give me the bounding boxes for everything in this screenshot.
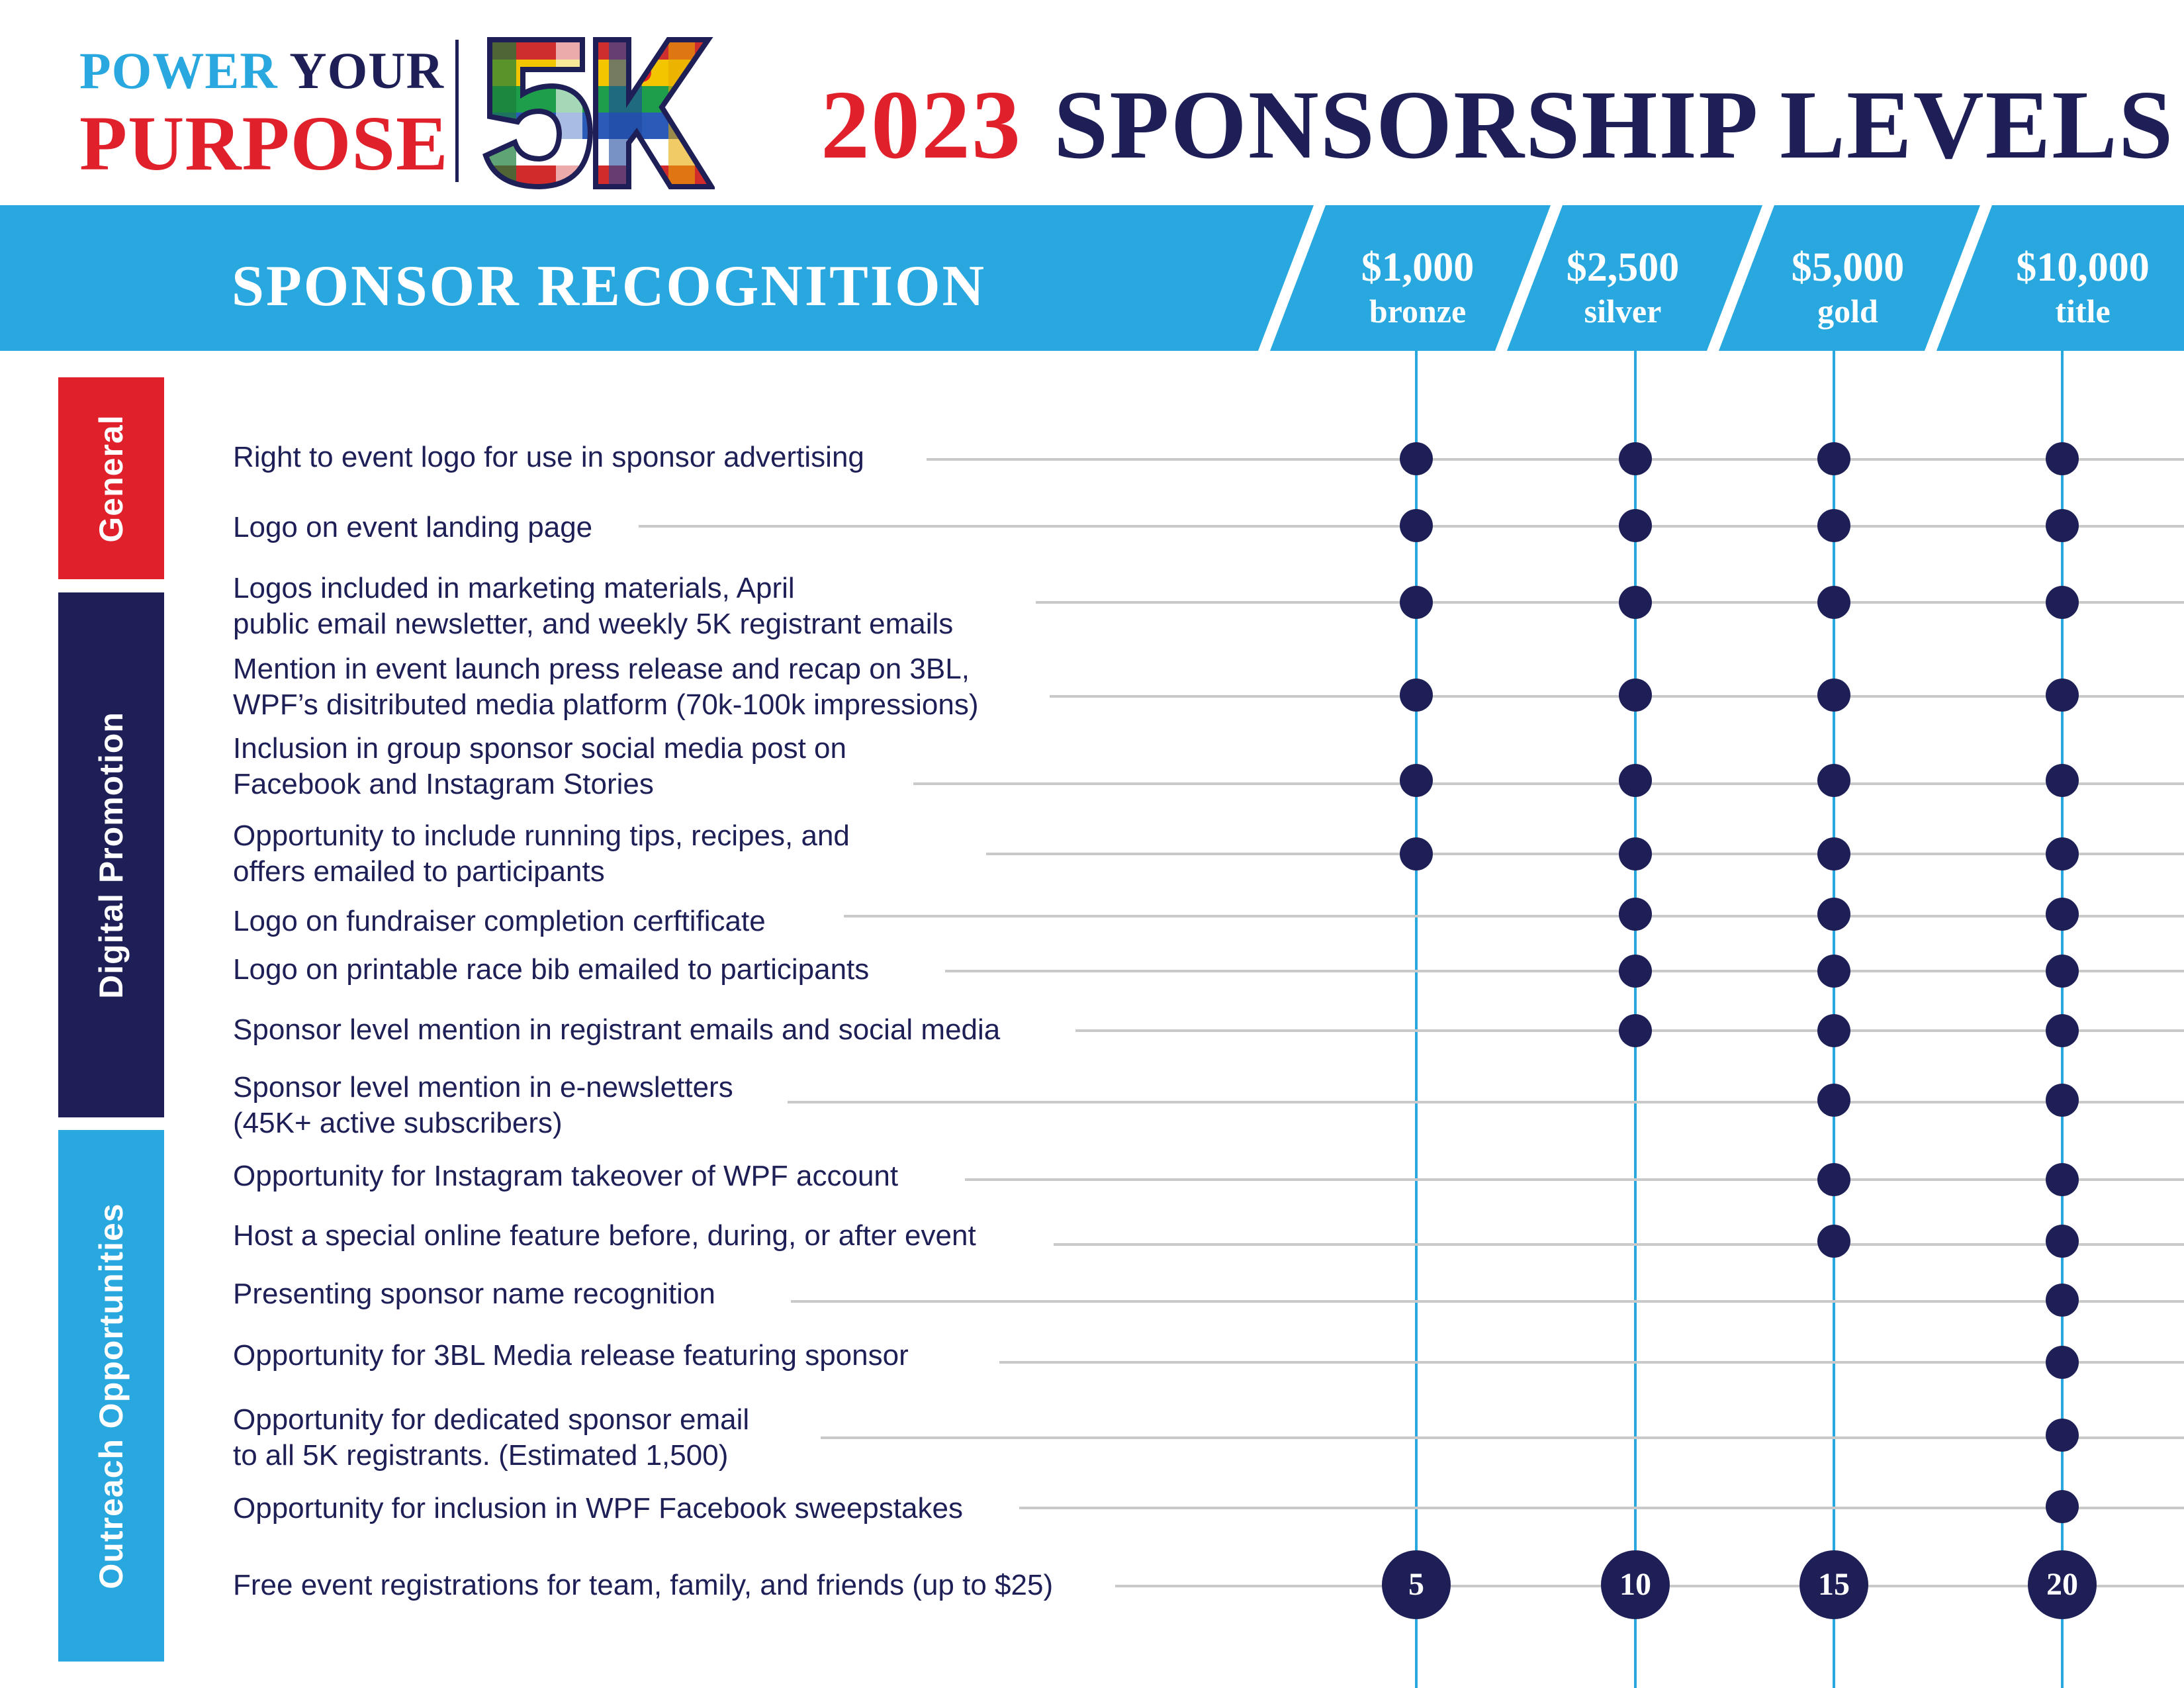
free-registrations-count-badge: 15 <box>1799 1550 1868 1619</box>
benefit-included-dot <box>1619 898 1652 931</box>
benefit-label-line: Opportunity for inclusion in WPF Facebook sweepstakes <box>233 1492 963 1524</box>
benefit-included-dot <box>1817 509 1850 542</box>
row-leader-line <box>791 1300 2184 1303</box>
benefit-label-line: Logo on event landing page <box>233 511 593 543</box>
benefit-included-dot <box>1619 955 1652 988</box>
benefit-label <box>233 571 953 642</box>
benefit-label-line: Logo on printable race bib emailed to participants <box>233 953 870 986</box>
tier-name: silver <box>1584 293 1662 330</box>
benefit-label <box>233 818 850 890</box>
benefit-label-line: Opportunity for 3BL Media release featuring sponsor <box>233 1339 909 1372</box>
tier-header-bronze <box>1332 245 1504 331</box>
tier-name: bronze <box>1369 293 1467 330</box>
free-registrations-count-badge: 5 <box>1382 1550 1451 1619</box>
benefit-included-dot <box>2046 1419 2079 1452</box>
benefit-included-dot <box>2046 1346 2079 1379</box>
benefit-included-dot <box>2046 1225 2079 1258</box>
row-leader-line <box>1019 1507 2184 1509</box>
tier-amount: $1,000 <box>1361 245 1475 290</box>
benefit-included-dot <box>1817 679 1850 712</box>
benefit-label <box>233 731 846 802</box>
flag-5k-logo-icon <box>477 33 715 192</box>
tier-header-silver <box>1537 245 1709 331</box>
benefit-included-dot <box>1400 764 1433 797</box>
benefit-included-dot <box>2046 1084 2079 1117</box>
free-registrations-count-badge: 10 <box>1601 1550 1670 1619</box>
benefit-included-dot <box>1817 1163 1850 1196</box>
benefit-included-dot <box>2046 1284 2079 1317</box>
free-registrations-count-badge: 20 <box>2028 1550 2097 1619</box>
benefit-label-line: WPF’s disitributed media platform (70k-100k impressions) <box>233 688 979 721</box>
benefit-label-line: Presenting sponsor name recognition <box>233 1278 715 1310</box>
title-text: SPONSORSHIP LEVELS <box>1054 71 2175 179</box>
tier-header-title <box>1993 245 2172 331</box>
logo-word-power: POWER <box>79 42 278 99</box>
registrations-label: Free event registrations for team, family, and friends (up to $25) <box>233 1569 1054 1601</box>
benefit-included-dot <box>1619 586 1652 619</box>
benefit-label <box>233 510 592 545</box>
benefit-included-dot <box>2046 442 2079 475</box>
benefit-included-dot <box>1817 955 1850 988</box>
tier-amount: $5,000 <box>1791 245 1905 290</box>
benefit-label <box>233 1218 976 1254</box>
category-general <box>58 377 164 579</box>
benefit-label-line: Inclusion in group sponsor social media post on <box>233 732 846 765</box>
logo-word-purpose: PURPOSE <box>79 100 449 187</box>
benefit-label-line: Opportunity for dedicated sponsor email <box>233 1403 750 1436</box>
row-leader-line <box>1036 601 2184 604</box>
row-leader-line <box>999 1361 2184 1364</box>
benefit-included-dot <box>2046 837 2079 870</box>
row-leader-line <box>945 970 2184 972</box>
benefit-included-dot <box>1400 509 1433 542</box>
benefit-included-dot <box>1400 837 1433 870</box>
tier-amount: $2,500 <box>1566 245 1680 290</box>
benefit-label-line: Sponsor level mention in registrant emails and social media <box>233 1013 1001 1046</box>
benefit-included-dot <box>1619 764 1652 797</box>
benefit-label <box>233 1338 909 1374</box>
logo-tagline-top <box>79 42 444 99</box>
title-year: 2023 <box>821 71 1022 179</box>
benefit-included-dot <box>1400 442 1433 475</box>
benefit-label-line: Logos included in marketing materials, April <box>233 572 795 604</box>
benefit-included-dot <box>1619 509 1652 542</box>
benefit-label <box>233 651 978 723</box>
benefit-included-dot <box>1619 679 1652 712</box>
benefit-label-line: offers emailed to participants <box>233 855 605 888</box>
row-leader-line <box>986 853 2184 855</box>
benefit-included-dot <box>1817 1225 1850 1258</box>
category-label: Outreach Opportunities <box>93 1202 130 1589</box>
benefit-included-dot <box>1817 764 1850 797</box>
benefit-label-line: public email newsletter, and weekly 5K registrant emails <box>233 608 954 640</box>
tier-name: title <box>2055 293 2111 330</box>
category-label: Digital Promotion <box>93 711 130 999</box>
tier-column-line-bronze <box>1415 351 1418 1688</box>
benefit-included-dot <box>2046 509 2079 542</box>
category-outreach-opportunities <box>58 1130 164 1662</box>
benefit-included-dot <box>1817 898 1850 931</box>
benefit-label-line: Logo on fundraiser completion cerftificate <box>233 905 766 937</box>
benefit-included-dot <box>1619 837 1652 870</box>
category-label: General <box>93 414 130 543</box>
page-title <box>821 71 2175 179</box>
benefit-included-dot <box>1400 679 1433 712</box>
benefit-included-dot <box>2046 1163 2079 1196</box>
benefit-label <box>233 952 869 988</box>
row-leader-line <box>913 782 2184 785</box>
benefit-included-dot <box>1817 1084 1850 1117</box>
row-leader-line <box>1054 1243 2184 1246</box>
tier-header-gold <box>1762 245 1934 331</box>
tier-amount: $10,000 <box>2016 245 2150 290</box>
benefit-label-line: (45K+ active subscribers) <box>233 1107 563 1139</box>
benefit-included-dot <box>2046 1014 2079 1047</box>
benefit-included-dot <box>1817 837 1850 870</box>
benefit-included-dot <box>1619 1014 1652 1047</box>
banner-title: SPONSOR RECOGNITION <box>232 254 987 318</box>
benefit-included-dot <box>1619 442 1652 475</box>
benefit-included-dot <box>2046 586 2079 619</box>
benefit-label <box>233 440 864 475</box>
benefit-label <box>233 1491 963 1526</box>
benefit-included-dot <box>1400 586 1433 619</box>
benefit-included-dot <box>1817 1014 1850 1047</box>
tier-name: gold <box>1817 293 1878 330</box>
benefit-label-line: to all 5K registrants. (Estimated 1,500) <box>233 1439 729 1472</box>
benefit-label-line: Opportunity to include running tips, recipes, and <box>233 820 850 852</box>
benefit-label-line: Right to event logo for use in sponsor advertising <box>233 441 864 473</box>
row-leader-line <box>965 1178 2184 1181</box>
benefit-label-line: Sponsor level mention in e-newsletters <box>233 1071 733 1103</box>
benefit-included-dot <box>2046 1490 2079 1523</box>
benefit-label-line: Mention in event launch press release and recap on 3BL, <box>233 653 970 685</box>
logo-word-your: YOUR <box>289 42 444 99</box>
benefit-label-line: Opportunity for Instagram takeover of WPF account <box>233 1160 899 1192</box>
row-leader-line <box>927 458 2184 461</box>
row-leader-line <box>821 1436 2184 1439</box>
benefit-label <box>233 1012 1000 1048</box>
power-your-purpose-5k-logo <box>79 33 728 192</box>
benefit-label-line: Facebook and Instagram Stories <box>233 768 654 800</box>
benefit-included-dot <box>2046 764 2079 797</box>
benefit-label <box>233 1276 715 1312</box>
category-digital-promotion <box>58 592 164 1117</box>
benefit-label <box>233 1402 749 1474</box>
row-leader-line <box>1050 695 2184 698</box>
row-leader-line <box>788 1101 2184 1103</box>
row-leader-line <box>844 915 2184 917</box>
benefit-label <box>233 1158 898 1194</box>
logo-divider <box>455 40 459 182</box>
benefit-included-dot <box>1817 442 1850 475</box>
benefit-label-line: Host a special online feature before, during, or after event <box>233 1219 976 1252</box>
benefit-label <box>233 1070 733 1141</box>
benefit-label <box>233 904 766 939</box>
benefit-included-dot <box>2046 898 2079 931</box>
benefit-included-dot <box>1817 586 1850 619</box>
benefit-included-dot <box>2046 955 2079 988</box>
benefit-included-dot <box>2046 679 2079 712</box>
